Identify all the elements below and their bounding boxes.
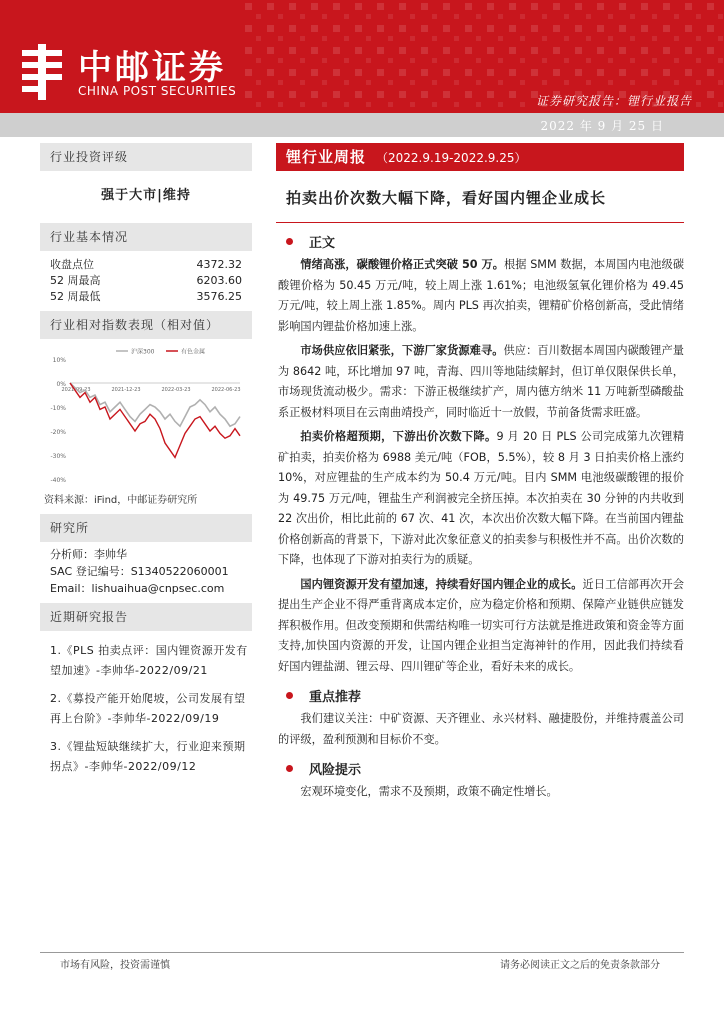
logo	[0, 30, 260, 100]
report-type-tag: 证券研究报告：锂行业报告	[535, 94, 692, 108]
paragraph-lead: 国内锂资源开发有望加速，持续看好国内锂企业的成长。	[300, 577, 583, 591]
paragraph-body: 9 月 20 日 PLS 公司完成第九次锂精矿拍卖，拍卖价格为 6988 美元/吨（FOB，5.5%），较 8 月 3 日拍卖价格上涨约 10%，对应锂盐的生产成本约为 50.4 万元/吨。目内 SMM 电池级碳酸锂的报价为 49.75 万元/吨，锂盐生产利润被完全挤压掉。本次拍卖在 30 分钟的内共收到 22 次出价，相比此前的 67 次、41 次，本次出价次数大幅下降。在当前国内锂盐价格创新高的背景下，下游对此次象征意义的拍卖参与积极性并不高。出价次数的下降，也体现了下游对拍卖行为的质疑。	[278, 430, 684, 566]
section-main	[276, 231, 684, 251]
main-content	[276, 143, 684, 803]
paragraph-lead: 拍卖价格超预期，下游出价次数下降。	[300, 430, 497, 443]
report-item[interactable]: 1.《PLS 拍卖点评：国内锂资源开发有望加速》-李帅华-2022/09/21	[50, 644, 248, 677]
rating-heading: 行业投资评级	[40, 143, 252, 171]
weekly-title-bar	[276, 143, 684, 171]
logo-text-cn: 中邮证券	[78, 48, 226, 88]
basics-label: 收盘点位	[50, 258, 94, 271]
date-bar	[0, 113, 724, 137]
china-post-logo-icon	[18, 44, 66, 100]
logo-text-en: CHINA POST SECURITIES	[78, 84, 237, 98]
basics-value: 3576.25	[196, 290, 242, 303]
relative-index-chart	[40, 347, 252, 487]
report-item[interactable]: 3.《锂盐短缺继续扩大，行业迎来预期拐点》-李帅华-2022/09/12	[50, 740, 246, 773]
x-tick-label: 2021-09-23	[61, 387, 91, 393]
report-header	[0, 0, 724, 113]
weekly-title: 锂行业周报	[286, 148, 367, 166]
basics-value: 4372.32	[196, 258, 242, 271]
basics-table	[40, 257, 252, 305]
analyst-sac: SAC 登记编号：S1340522060001	[50, 565, 229, 578]
section-recommend	[276, 685, 684, 705]
basics-row	[40, 273, 252, 289]
paragraph-body: 根据 SMM 数据，本周国内电池级碳酸锂价格为 50.45 万元/吨，较上周上涨 1.61%；电池级氢氧化锂价格为 49.45 万元/吨，较上周上涨 1.85%。周内 PLS 再次拍卖，锂精矿价格创新高，受此情绪影响国内锂盐价格加速上涨。	[278, 258, 685, 333]
basics-row	[40, 289, 252, 305]
report-headline: 拍卖出价次数大幅下降，看好国内锂企业成长	[286, 189, 607, 207]
series-line-nonferrous	[70, 383, 240, 457]
y-tick-label: -10%	[50, 405, 66, 412]
analyst-email[interactable]: Email：lishuaihua@cnpsec.com	[50, 582, 225, 595]
basics-label: 52 周最低	[50, 290, 101, 303]
basics-row	[40, 257, 252, 273]
footer-right: 请务必阅读正文之后的免责条款部分	[500, 960, 660, 971]
report-date: 2022 年 9 月 25 日	[540, 119, 664, 133]
relative-index-chart-svg	[40, 347, 252, 487]
paragraph: 我们建议关注：中矿资源、天齐锂业、永兴材料、融捷股份，并维持震盖公司的评级，盈利预测和目标价不变。	[278, 712, 684, 746]
paragraph-lead: 情绪高涨，碳酸锂价格正式突破 50 万。	[300, 258, 505, 271]
basics-label: 52 周最高	[50, 274, 101, 287]
footer-divider	[40, 952, 684, 953]
paragraph	[276, 255, 684, 337]
x-tick-label: 2022-06-23	[211, 387, 241, 393]
legend-label: 有色金属	[181, 348, 206, 356]
basics-heading: 行业基本情况	[40, 223, 252, 251]
paragraph	[276, 575, 684, 678]
recent-reports-heading: 近期研究报告	[40, 603, 252, 631]
y-tick-label: -40%	[50, 477, 66, 484]
paragraph-lead: 市场供应依旧紧张，下游厂家货源难寻。	[300, 344, 504, 357]
analyst-info	[40, 546, 252, 597]
paragraph	[276, 341, 684, 423]
paragraph-body: 近日工信部再次开会提出生产企业不得严重背离成本定价，应为稳定价格和预期、保障产业链供应链发挥积极作用。但改变预期和供需结构唯一切实可行方法就是推进政策和资金等方面支持,加快国内资源的开发，让国内锂企业担当定海神针的作用，因此我们持续看好国内锂盐湖、锂云母、四川锂矿等企业，看好未来的成长。	[278, 577, 684, 673]
section-title: 重点推荐	[309, 689, 362, 705]
x-tick-label: 2022-03-23	[161, 387, 191, 393]
recent-reports-list	[40, 641, 252, 777]
section-risk	[276, 758, 684, 778]
paragraph-body: 供应：百川数据本周国内碳酸锂产量为 8642 吨，环比增加 97 吨，青海、四川等地陆续解封，但订单仅限保供长单，市场现货流动极少。需求：下游正极继续扩产，周内德方纳米 11 万吨新型磷酸盐系正极材料项目在云南曲靖投产，同时临近十一放假，节前备货需求旺盛。	[278, 344, 684, 419]
section-divider	[276, 222, 684, 223]
y-tick-label: -20%	[50, 429, 66, 436]
section-title: 风险提示	[309, 762, 362, 778]
bullet-icon	[286, 765, 293, 772]
left-sidebar	[40, 143, 252, 785]
basics-value: 6203.60	[196, 274, 242, 287]
section-title: 正文	[309, 235, 336, 251]
y-tick-label: 0%	[56, 381, 66, 388]
analyst-name: 分析师：李帅华	[50, 548, 127, 561]
paragraph: 宏观环境变化，需求不及预期，政策不确定性增长。	[300, 785, 558, 798]
report-item[interactable]: 2.《募投产能开始爬坡，公司发展有望再上台阶》-李帅华-2022/09/19	[50, 692, 246, 725]
chart-source: 资料来源：iFind，中邮证券研究所	[44, 495, 198, 506]
industry-rating: 强于大市|维持	[101, 188, 191, 203]
weekly-period: （2022.9.19-2022.9.25）	[376, 151, 527, 165]
bullet-icon	[286, 692, 293, 699]
y-tick-label: -30%	[50, 453, 66, 460]
y-tick-label: 10%	[52, 357, 66, 364]
x-tick-label: 2021-12-23	[111, 387, 141, 393]
paragraph	[276, 427, 684, 571]
perf-heading: 行业相对指数表现（相对值）	[40, 311, 252, 339]
research-heading: 研究所	[40, 514, 252, 542]
legend-label: 沪深300	[131, 348, 155, 356]
footer-left: 市场有风险，投资需谨慎	[60, 960, 170, 971]
bullet-icon	[286, 238, 293, 245]
